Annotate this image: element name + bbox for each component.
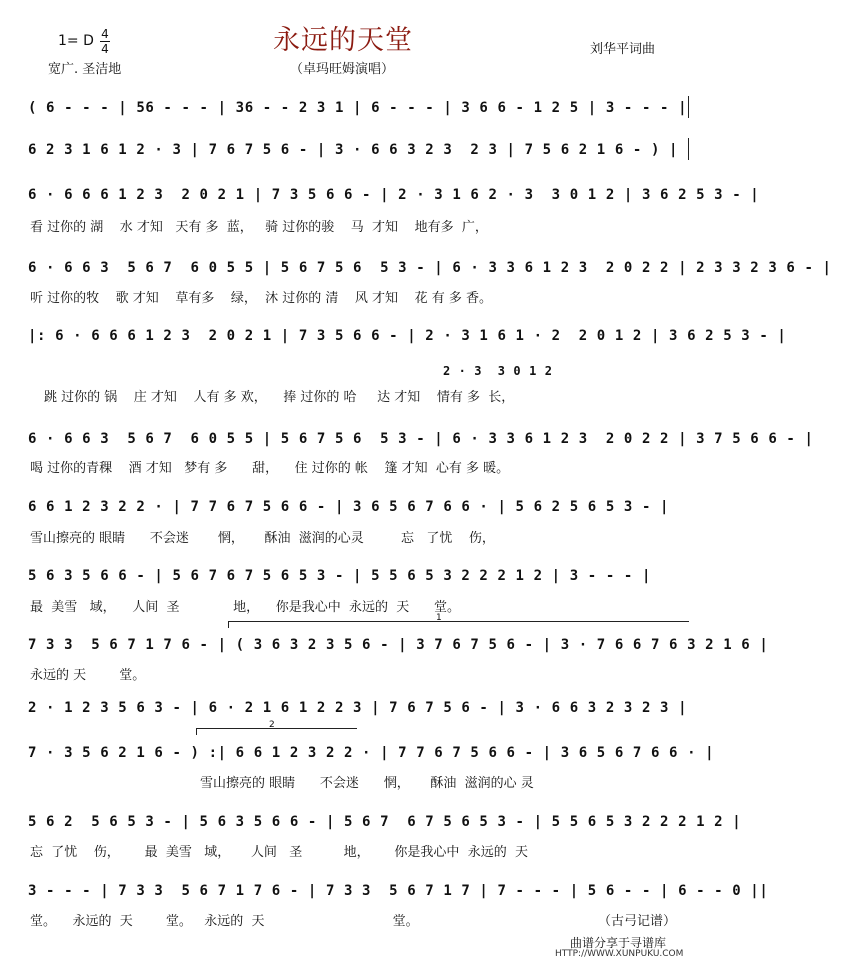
notation-row-7: 6 6 1 2 3 2 2 · | 7 7 6 7 5 6 6 - | 3 6 5 6 7 6 6 · | 5 6 2 5 6 5 3 - | xyxy=(28,499,670,515)
notation-row-10: 2 · 1 2 3 5 6 3 - | 6 · 2 1 6 1 2 2 3 | 7 6 7 5 6 - | 3 · 6 6 3 2 3 2 3 | xyxy=(28,700,688,716)
notation-row-3: 6 · 6 6 6 1 2 3 2 0 2 1 | 7 3 5 6 6 - | 2 · 3 1 6 2 · 3 3 0 1 2 | 3 6 2 5 3 - | xyxy=(28,187,760,203)
time-signature-bottom: 4 xyxy=(101,42,109,56)
lyrics-row-8: 最 美雪 域， 人间 圣 地， 你是我心中 永远的 天 堂。 xyxy=(30,600,461,615)
time-signature-top: 4 xyxy=(101,27,109,41)
volta-second: 2 xyxy=(196,728,357,735)
lyrics-row-7: 雪山擦亮的 眼睛 不会迷 惘， 酥油 滋润的心灵 忘 了忧 伤， xyxy=(30,531,495,546)
lyrics-row-3: 看 过你的 湖 水 才知 天有 多 蓝， 骑 过你的骏 马 才知 地有多 广， xyxy=(30,220,488,235)
notation-row-6: 6 · 6 6 3 5 6 7 6 0 5 5 | 5 6 7 5 6 5 3 - | 6 · 3 3 6 1 2 3 2 0 2 2 | 3 7 5 6 6 - | xyxy=(28,431,814,447)
notation-row-1: ( 6 - - - | 56 - - - | 36 - - 2 3 1 | 6 - - - | 3 6 6 - 1 2 5 | 3 - - - | xyxy=(28,100,688,116)
notation-row-8: 5 6 3 5 6 6 - | 5 6 7 6 7 5 6 5 3 - | 5 5 6 5 3 2 2 2 1 2 | 3 - - - | xyxy=(28,568,651,584)
notation-alt-phrase: 2 · 3 3 0 1 2 xyxy=(443,364,553,378)
notation-row-5: |: 6 · 6 6 6 1 2 3 2 0 2 1 | 7 3 5 6 6 - | 2 · 3 1 6 1 · 2 2 0 1 2 | 3 6 2 5 3 - | xyxy=(28,328,787,344)
notation-row-4: 6 · 6 6 3 5 6 7 6 0 5 5 | 5 6 7 5 6 5 3 - | 6 · 3 3 6 1 2 3 2 0 2 2 | 2 3 3 2 3 6 - | xyxy=(28,260,832,276)
volta-first: 1 xyxy=(228,621,689,628)
lyrics-row-13: 堂。 永远的 天 堂。 永远的 天 堂。 xyxy=(30,914,419,929)
notation-row-9: 7 3 3 5 6 7 1 7 6 - | ( 3 6 3 2 3 5 6 - | 3 7 6 7 5 6 - | 3 · 7 6 6 7 6 3 2 1 6 | xyxy=(28,637,769,653)
lyrics-row-9: 永远的 天 堂。 xyxy=(30,668,146,683)
notation-row-13: 3 - - - | 7 3 3 5 6 7 1 7 6 - | 7 3 3 5 6 7 1 7 | 7 - - - | 5 6 - - | 6 - - 0 || xyxy=(28,883,769,899)
watermark-url: HTTP://WWW.XUNPUKU.COM xyxy=(555,949,684,959)
lyrics-row-12: 忘 了忧 伤， 最 美雪 域， 人间 圣 地， 你是我心中 永远的 天 xyxy=(30,845,528,860)
composer-credit: 刘华平词曲 xyxy=(590,42,656,57)
key-signature: 1= D xyxy=(58,33,94,49)
notation-row-12: 5 6 2 5 6 5 3 - | 5 6 3 5 6 6 - | 5 6 7 6 7 5 6 5 3 - | 5 5 6 5 3 2 2 2 1 2 | xyxy=(28,814,742,830)
lyrics-row-6: 喝 过你的青稞 酒 才知 梦有 多 甜， 住 过你的 帐 篷 才知 心有 多 暖。 xyxy=(30,461,510,476)
notation-row-11: 7 · 3 5 6 2 1 6 - ) :| 6 6 1 2 3 2 2 · | 7 7 6 7 5 6 6 - | 3 6 5 6 7 6 6 · | xyxy=(28,745,715,761)
watermark-source: 曲谱分享于寻谱库 xyxy=(570,936,667,950)
tempo-marking: 宽广. 圣洁地 xyxy=(48,62,122,77)
notation-row-2: 6 2 3 1 6 1 2 · 3 | 7 6 7 5 6 - | 3 · 6 6 3 2 3 2 3 | 7 5 6 2 1 6 - ) | xyxy=(28,142,679,158)
lyrics-row-4: 听 过你的牧 歌 才知 草有多 绿， 沐 过你的 清 风 才知 花 有 多 香。 xyxy=(30,291,492,306)
song-title: 永远的天堂 xyxy=(273,25,413,56)
lyrics-row-11: 雪山擦亮的 眼睛 不会迷 惘， 酥油 滋润的心 灵 xyxy=(200,776,534,791)
time-signature xyxy=(100,28,110,55)
lyrics-row-5: 跳 过你的 锅 庄 才知 人有 多 欢， 捧 过你的 哈 达 才知 情有 多 长， xyxy=(44,390,515,405)
performer-credit: （卓玛旺姆演唱） xyxy=(290,62,395,77)
transcriber-credit: （古弓记谱） xyxy=(598,914,677,929)
